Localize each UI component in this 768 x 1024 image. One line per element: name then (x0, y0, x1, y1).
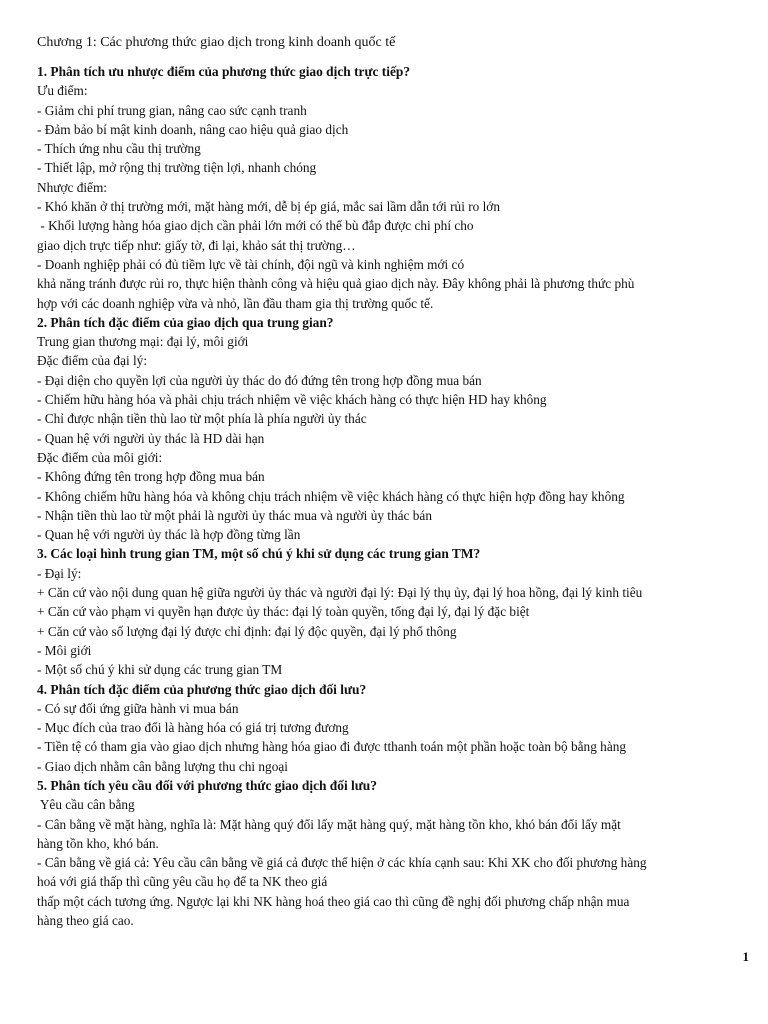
text-line: - Có sự đối ứng giữa hành vi mua bán (37, 700, 239, 716)
text-line: - Thích ứng nhu cầu thị trường (37, 141, 201, 157)
text-line: Nhược điểm: (37, 179, 107, 195)
section-1 (37, 62, 757, 313)
text-line: - Chỉ được nhận tiền thù lao từ một phía là phía người ủy thác (37, 411, 367, 427)
section-2 (37, 313, 757, 545)
text-line: - Khối lượng hàng hóa giao dịch cần phải lớn mới có thể bù đắp được chi phí cho (37, 218, 474, 234)
section-heading: 1. Phân tích ưu nhược điểm của phương thức giao dịch trực tiếp? (37, 64, 411, 79)
text-line: thấp một cách tương ứng. Ngược lại khi NK hàng hoá theo giá cao thì cũng đề nghị đối phương chấp nhận mua (37, 893, 630, 909)
text-line: - Quan hệ với người ủy thác là hợp đồng từng lần (37, 527, 301, 543)
text-line: hợp với các doanh nghiệp vừa và nhỏ, lần đầu tham gia thị trường quốc tế. (37, 295, 434, 311)
text-line: - Đại lý: (37, 565, 82, 581)
text-line: giao dịch trực tiếp như: giấy tờ, đi lại, khảo sát thị trường… (37, 237, 356, 253)
section-heading: 4. Phân tích đặc điểm của phương thức giao dịch đối lưu? (37, 681, 367, 697)
text-line: - Cân bằng về giá cả: Yêu cầu cân bằng về giá cả được thể hiện ở các khía cạnh sau: Khi XK cho đối phương hàng (37, 855, 647, 871)
text-line: - Giảm chi phí trung gian, nâng cao sức cạnh tranh (37, 102, 307, 118)
text-line: - Quan hệ với người ủy thác là HD dài hạn (37, 430, 265, 446)
text-line: Trung gian thương mại: đại lý, môi giới (37, 334, 249, 350)
text-line: Ưu điểm: (37, 83, 88, 99)
chapter-title: Chương 1: Các phương thức giao dịch trong kinh doanh quốc tế (37, 35, 396, 50)
text-line: - Chiếm hữu hàng hóa và phải chịu trách nhiệm về việc khách hàng có thực hiện HD hay không (37, 392, 547, 408)
text-line: khả năng tránh được rủi ro, thực hiện thành công và hiệu quả giao dịch này. Đây không phải là phương thức phù (37, 276, 635, 292)
text-line: - Giao dịch nhằm cân bằng lượng thu chi ngoại (37, 758, 288, 774)
text-line: - Khó khăn ở thị trường mới, mặt hàng mới, dễ bị ép giá, mắc sai lầm dẫn tới rủi ro lớn (37, 199, 500, 215)
text-line: hoá với giá thấp thì cũng yêu cầu họ để ta NK theo giá (37, 874, 328, 890)
text-line: + Căn cứ vào nội dung quan hệ giữa người ủy thác và người đại lý: Đại lý thụ ủy, đại lý hoa hồng, đại lý kinh tiêu (37, 585, 643, 601)
text-line: - Cân bằng về mặt hàng, nghĩa là: Mặt hàng quý đổi lấy mặt hàng quý, mặt hàng tồn kho, khó bán đổi lấy mặt (37, 816, 621, 832)
text-line: - Đảm bảo bí mật kinh doanh, nâng cao hiệu quả giao dịch (37, 121, 349, 137)
section-5 (37, 776, 757, 930)
text-line: hàng theo giá cao. (37, 913, 134, 929)
text-line: - Môi giới (37, 642, 92, 658)
text-line: - Tiền tệ có tham gia vào giao dịch nhưng hàng hóa giao đi được tthanh toán một phần hoặc toàn bộ bằng hàng (37, 739, 627, 755)
text-line: - Đại diện cho quyền lợi của người ủy thác do đó đứng tên trong hợp đồng mua bán (37, 372, 482, 388)
text-line: - Một số chú ý khi sử dụng các trung gian TM (37, 662, 283, 678)
document-body (37, 33, 757, 930)
text-line: - Thiết lập, mở rộng thị trường tiện lợi, nhanh chóng (37, 160, 317, 176)
text-line: - Nhận tiền thù lao từ một phải là người ủy thác mua và người ủy thác bán (37, 507, 432, 523)
page-number: 1 (742, 949, 749, 964)
text-line: Đặc điểm của đại lý: (37, 353, 148, 369)
section-heading: 5. Phân tích yêu cầu đối với phương thức giao dịch đối lưu? (37, 777, 377, 793)
section-3 (37, 544, 757, 679)
section-4 (37, 680, 757, 776)
text-line: + Căn cứ vào phạm vi quyền hạn được ủy thác: đại lý toàn quyền, tổng đại lý, đại lý đặc biệt (37, 604, 530, 620)
text-line: Đặc điểm của môi giới: (37, 449, 163, 465)
text-line: hàng tồn kho, khó bán. (37, 835, 159, 851)
section-heading: 2. Phân tích đặc điểm của giao dịch qua trung gian? (37, 314, 334, 330)
text-line: - Mục đích của trao đổi là hàng hóa có giá trị tương đương (37, 720, 349, 736)
text-line: - Doanh nghiệp phải có đủ tiềm lực về tài chính, đội ngũ và kinh nghiệm mới có (37, 256, 465, 272)
text-line: - Không đứng tên trong hợp đồng mua bán (37, 469, 265, 485)
section-heading: 3. Các loại hình trung gian TM, một số chú ý khi sử dụng các trung gian TM? (37, 546, 481, 562)
text-line: + Căn cứ vào số lượng đại lý được chỉ định: đại lý độc quyền, đại lý phổ thông (37, 623, 457, 639)
text-line: - Không chiếm hữu hàng hóa và không chịu trách nhiệm về việc khách hàng có thực hiện hợp đồng hay không (37, 488, 625, 504)
text-line: Yêu cầu cân bằng (37, 797, 135, 813)
